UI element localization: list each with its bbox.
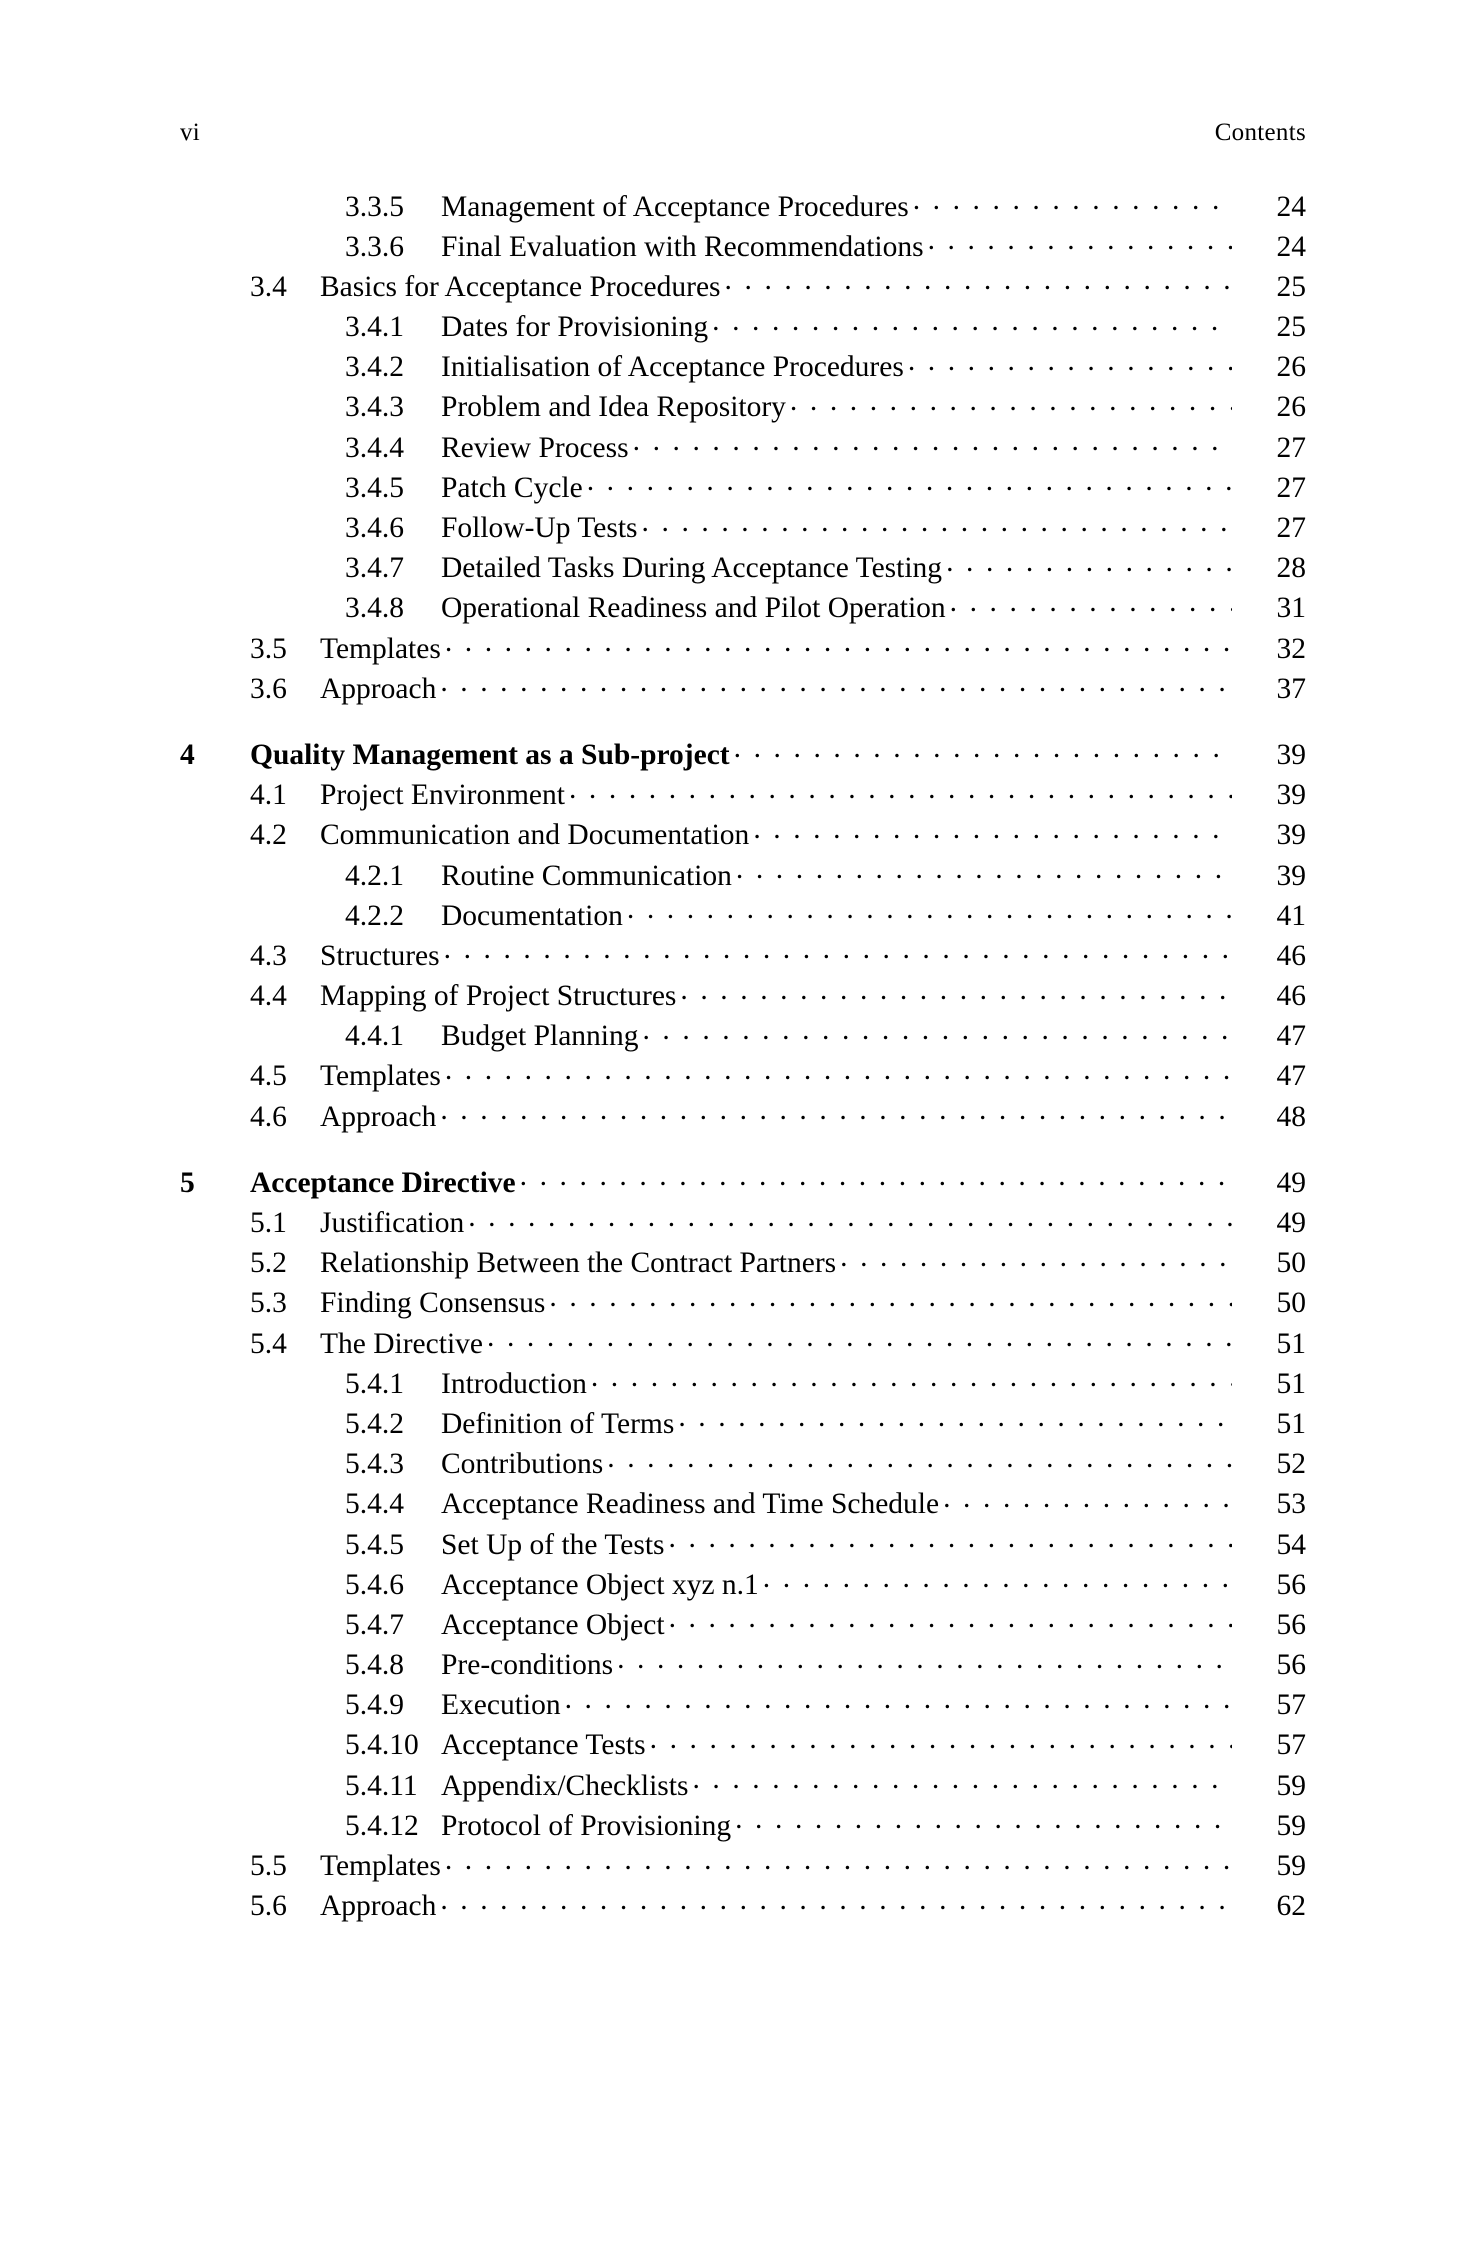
toc-entry[interactable] [180,1846,1306,1886]
toc-entry-page: 53 [1276,1488,1306,1521]
toc-entry[interactable] [180,1725,1306,1765]
toc-entry-page: 24 [1276,190,1306,223]
toc-entry-title: Approach [320,672,437,705]
dot-leader [725,266,1232,296]
toc-entry[interactable] [180,1096,1306,1136]
toc-entry-title: Templates [320,632,441,665]
toc-entry-page: 28 [1276,552,1306,585]
toc-entry-page: 59 [1276,1769,1306,1802]
dot-leader [591,1363,1232,1393]
toc-entry-page: 62 [1276,1890,1306,1923]
toc-entry[interactable] [180,186,1306,226]
toc-entry-title: Acceptance Object [441,1608,665,1641]
dot-leader [642,508,1232,538]
toc-entry[interactable] [180,307,1306,347]
dot-leader [928,226,1232,256]
toc-entry-title: Review Process [441,431,629,464]
toc-entry-page: 26 [1276,391,1306,424]
toc-entry-page: 26 [1276,351,1306,384]
toc-entry-number: 3.4 [250,270,287,303]
toc-entry[interactable] [180,1363,1306,1403]
dot-leader [913,186,1232,216]
toc-entry[interactable] [180,427,1306,467]
dot-leader [627,895,1232,925]
toc-entry[interactable] [180,976,1306,1016]
dot-leader [565,1685,1232,1715]
toc-entry-number: 3.4.8 [345,592,404,625]
toc-entry[interactable] [180,1645,1306,1685]
toc-entry-page: 51 [1276,1407,1306,1440]
toc-entry[interactable] [180,548,1306,588]
dot-leader [440,668,1232,698]
toc-entry[interactable] [180,775,1306,815]
toc-entry-title: Documentation [441,899,623,932]
toc-entry[interactable] [180,855,1306,895]
toc-entry[interactable] [180,1564,1306,1604]
toc-entry-page: 48 [1276,1100,1306,1133]
toc-entry-page: 52 [1276,1448,1306,1481]
toc-entry-number: 5.4.7 [345,1608,404,1641]
toc-entry-title: Approach [320,1100,437,1133]
toc-entry[interactable] [180,1805,1306,1845]
toc-entry-number: 3.4.6 [345,512,404,544]
toc-entry-page: 50 [1276,1287,1306,1320]
dot-leader [549,1283,1232,1313]
toc-entry-title: Acceptance Tests [441,1729,646,1762]
toc-entry-page: 56 [1276,1608,1306,1641]
toc-entry[interactable] [180,1685,1306,1725]
toc-entry-page: 59 [1276,1809,1306,1842]
dot-leader [445,1056,1232,1086]
toc-entry-number: 3.5 [250,632,287,665]
toc-entry-title: Project Environment [320,779,565,812]
table-of-contents [180,186,1306,1926]
dot-leader [735,1805,1232,1835]
toc-entry-title: Communication and Documentation [320,819,750,852]
toc-entry-page: 56 [1276,1568,1306,1601]
toc-entry-number: 5.4.3 [345,1448,404,1481]
toc-entry-title: Templates [320,1850,441,1882]
toc-entry-title: Templates [320,1060,441,1093]
dot-leader [943,1484,1232,1514]
dot-leader [633,427,1232,457]
toc-entry-page: 51 [1276,1367,1306,1400]
toc-entry-title: Approach [320,1890,437,1923]
dot-leader [487,1323,1232,1353]
toc-entry-title: Operational Readiness and Pilot Operation [441,592,946,625]
toc-entry-number: 4.5 [250,1060,287,1093]
dot-leader [763,1564,1232,1594]
toc-entry-page: 47 [1276,1060,1306,1093]
toc-entry-number: 5.4.8 [345,1649,404,1682]
toc-entry-page: 39 [1276,779,1306,812]
toc-entry-title: Budget Planning [441,1020,639,1053]
toc-entry-number: 5.4.1 [345,1367,404,1400]
toc-entry-number: 5.6 [250,1890,287,1923]
toc-entry[interactable] [180,734,1306,774]
toc-entry-page: 25 [1276,311,1306,344]
toc-entry-title: Problem and Idea Repository [441,391,786,424]
dot-leader [520,1162,1232,1192]
toc-entry-number: 3.4.1 [345,311,404,344]
toc-entry[interactable] [180,1162,1306,1202]
toc-entry-page: 25 [1276,270,1306,303]
toc-entry-number: 3.3.5 [345,190,404,223]
toc-entry-number: 5.4.5 [345,1528,404,1561]
toc-entry-page: 31 [1276,592,1306,625]
toc-entry-number: 4.4.1 [345,1020,404,1053]
toc-entry-title: Set Up of the Tests [441,1528,665,1561]
dot-leader [617,1645,1232,1675]
toc-entry-page: 41 [1276,899,1306,932]
dot-leader [908,347,1232,377]
dot-leader [753,815,1232,845]
dot-leader [840,1243,1232,1273]
toc-entry[interactable] [180,668,1306,708]
toc-entry[interactable] [180,1243,1306,1283]
toc-entry-title: Justification [320,1207,465,1239]
toc-entry-page: 39 [1276,738,1306,771]
dot-leader [734,734,1232,764]
toc-entry-number: 5 [180,1166,195,1199]
running-head [180,118,1306,148]
toc-entry-title: Follow-Up Tests [441,512,638,544]
toc-entry-page: 27 [1276,431,1306,464]
toc-entry-page: 39 [1276,859,1306,892]
toc-entry-page: 46 [1276,939,1306,972]
toc-entry-title: Mapping of Project Structures [320,980,677,1013]
toc-entry-number: 5.4.10 [345,1729,419,1762]
dot-leader [444,935,1232,965]
toc-entry[interactable] [180,1403,1306,1443]
dot-leader [692,1765,1232,1795]
toc-entry-number: 4.6 [250,1100,287,1133]
toc-entry-number: 5.4.4 [345,1488,404,1521]
toc-entry[interactable] [180,815,1306,855]
toc-entry-number: 3.4.5 [345,471,404,504]
toc-entry-title: Routine Communication [441,859,732,892]
toc-entry-number: 4.4 [250,980,287,1013]
toc-entry-page: 50 [1276,1247,1306,1280]
toc-entry-title: Finding Consensus [320,1287,546,1320]
toc-entry-title: Detailed Tasks During Acceptance Testing [441,552,943,585]
toc-entry-title: Patch Cycle [441,471,583,504]
toc-entry-title: Basics for Acceptance Procedures [320,270,721,303]
toc-entry-title: Final Evaluation with Recommendations [441,230,924,263]
toc-entry-number: 5.4.11 [345,1769,418,1802]
toc-entry-page: 54 [1276,1528,1306,1561]
toc-entry-number: 5.4 [250,1327,287,1360]
toc-entry[interactable] [180,266,1306,306]
toc-entry-title: The Directive [320,1327,483,1360]
toc-entry-page: 57 [1276,1689,1306,1722]
toc-entry-number: 3.3.6 [345,230,404,263]
toc-entry-title: Execution [441,1689,561,1722]
toc-entry-number: 5.5 [250,1850,287,1882]
toc-entry-number: 4.3 [250,939,287,972]
toc-entry[interactable] [180,628,1306,668]
toc-entry[interactable] [180,1604,1306,1644]
dot-leader [468,1203,1232,1233]
toc-entry-page: 39 [1276,819,1306,852]
dot-leader [669,1524,1232,1554]
dot-leader [440,1096,1232,1126]
toc-entry[interactable] [180,895,1306,935]
toc-entry-number: 3.4.7 [345,552,404,585]
toc-entry-page: 27 [1276,512,1306,544]
toc-entry-title: Protocol of Provisioning [441,1809,732,1842]
toc-entry-number: 3.4.4 [345,431,404,464]
toc-entry[interactable] [180,1524,1306,1564]
toc-entry[interactable] [180,935,1306,975]
toc-entry-title: Initialisation of Acceptance Procedures [441,351,904,384]
dot-leader [712,307,1232,337]
dot-leader [946,548,1232,578]
toc-entry[interactable] [180,1323,1306,1363]
toc-entry-number: 3.4.2 [345,351,404,384]
toc-entry-title: Relationship Between the Contract Partners [320,1247,837,1280]
toc-entry-number: 3.4.3 [345,391,404,424]
toc-entry[interactable] [180,1016,1306,1056]
toc-entry-title: Appendix/Checklists [441,1769,689,1802]
dot-leader [669,1604,1232,1634]
toc-entry[interactable] [180,1765,1306,1805]
toc-entry[interactable] [180,508,1306,548]
toc-entry-title: Management of Acceptance Procedures [441,190,909,223]
toc-entry[interactable] [180,467,1306,507]
toc-entry-number: 5.4.9 [345,1689,404,1722]
dot-leader [569,775,1232,805]
toc-entry-page: 49 [1276,1207,1306,1239]
toc-entry[interactable] [180,226,1306,266]
dot-leader [678,1403,1232,1433]
toc-entry-title: Quality Management as a Sub-project [250,738,730,771]
toc-entry-number: 3.6 [250,672,287,705]
toc-entry[interactable] [180,387,1306,427]
dot-leader [650,1725,1232,1755]
toc-entry-page: 51 [1276,1327,1306,1360]
toc-entry[interactable] [180,1444,1306,1484]
toc-entry-page: 24 [1276,230,1306,263]
toc-entry-page: 32 [1276,632,1306,665]
toc-entry-page: 46 [1276,980,1306,1013]
toc-entry-page: 47 [1276,1020,1306,1053]
toc-entry-page: 59 [1276,1850,1306,1882]
dot-leader [736,855,1232,885]
toc-entry-page: 37 [1276,672,1306,705]
toc-entry[interactable] [180,1484,1306,1524]
dot-leader [607,1444,1232,1474]
toc-entry-number: 4.2.1 [345,859,404,892]
toc-entry[interactable] [180,1283,1306,1323]
toc-entry-page: 27 [1276,471,1306,504]
toc-entry[interactable] [180,347,1306,387]
toc-entry-number: 4.2.2 [345,899,404,932]
toc-entry-title: Contributions [441,1448,604,1481]
dot-leader [950,588,1232,618]
toc-entry-title: Pre-conditions [441,1649,614,1682]
running-head-title: Contents [1214,119,1306,146]
toc-entry-title: Acceptance Object xyz n.1 [441,1568,759,1601]
dot-leader [642,1016,1232,1046]
toc-entry-number: 5.2 [250,1247,287,1280]
toc-entry[interactable] [180,1886,1306,1926]
toc-entry[interactable] [180,588,1306,628]
toc-entry-page: 49 [1276,1166,1306,1199]
toc-entry-number: 5.4.6 [345,1568,404,1601]
toc-entry-title: Structures [320,939,440,972]
dot-leader [445,628,1232,658]
toc-entry-number: 5.3 [250,1287,287,1320]
toc-entry[interactable] [180,1056,1306,1096]
page-folio: vi [180,119,201,146]
dot-leader [445,1846,1232,1876]
toc-entry-number: 4 [180,738,195,771]
toc-entry-number: 4.1 [250,779,287,812]
toc-entry-number: 4.2 [250,819,287,852]
toc-entry-title: Dates for Provisioning [441,311,709,344]
toc-entry-title: Acceptance Directive [250,1166,516,1199]
dot-leader [790,387,1232,417]
toc-entry-title: Acceptance Readiness and Time Schedule [441,1488,940,1521]
toc-entry-page: 56 [1276,1649,1306,1682]
toc-entry-number: 5.1 [250,1207,287,1239]
toc-entry-title: Introduction [441,1367,587,1400]
toc-entry[interactable] [180,1203,1306,1243]
toc-entry-number: 5.4.2 [345,1407,404,1440]
toc-entry-number: 5.4.12 [345,1809,419,1842]
toc-entry-title: Definition of Terms [441,1407,675,1440]
dot-leader [680,976,1232,1006]
toc-entry-page: 57 [1276,1729,1306,1762]
dot-leader [587,467,1232,497]
dot-leader [440,1886,1232,1916]
